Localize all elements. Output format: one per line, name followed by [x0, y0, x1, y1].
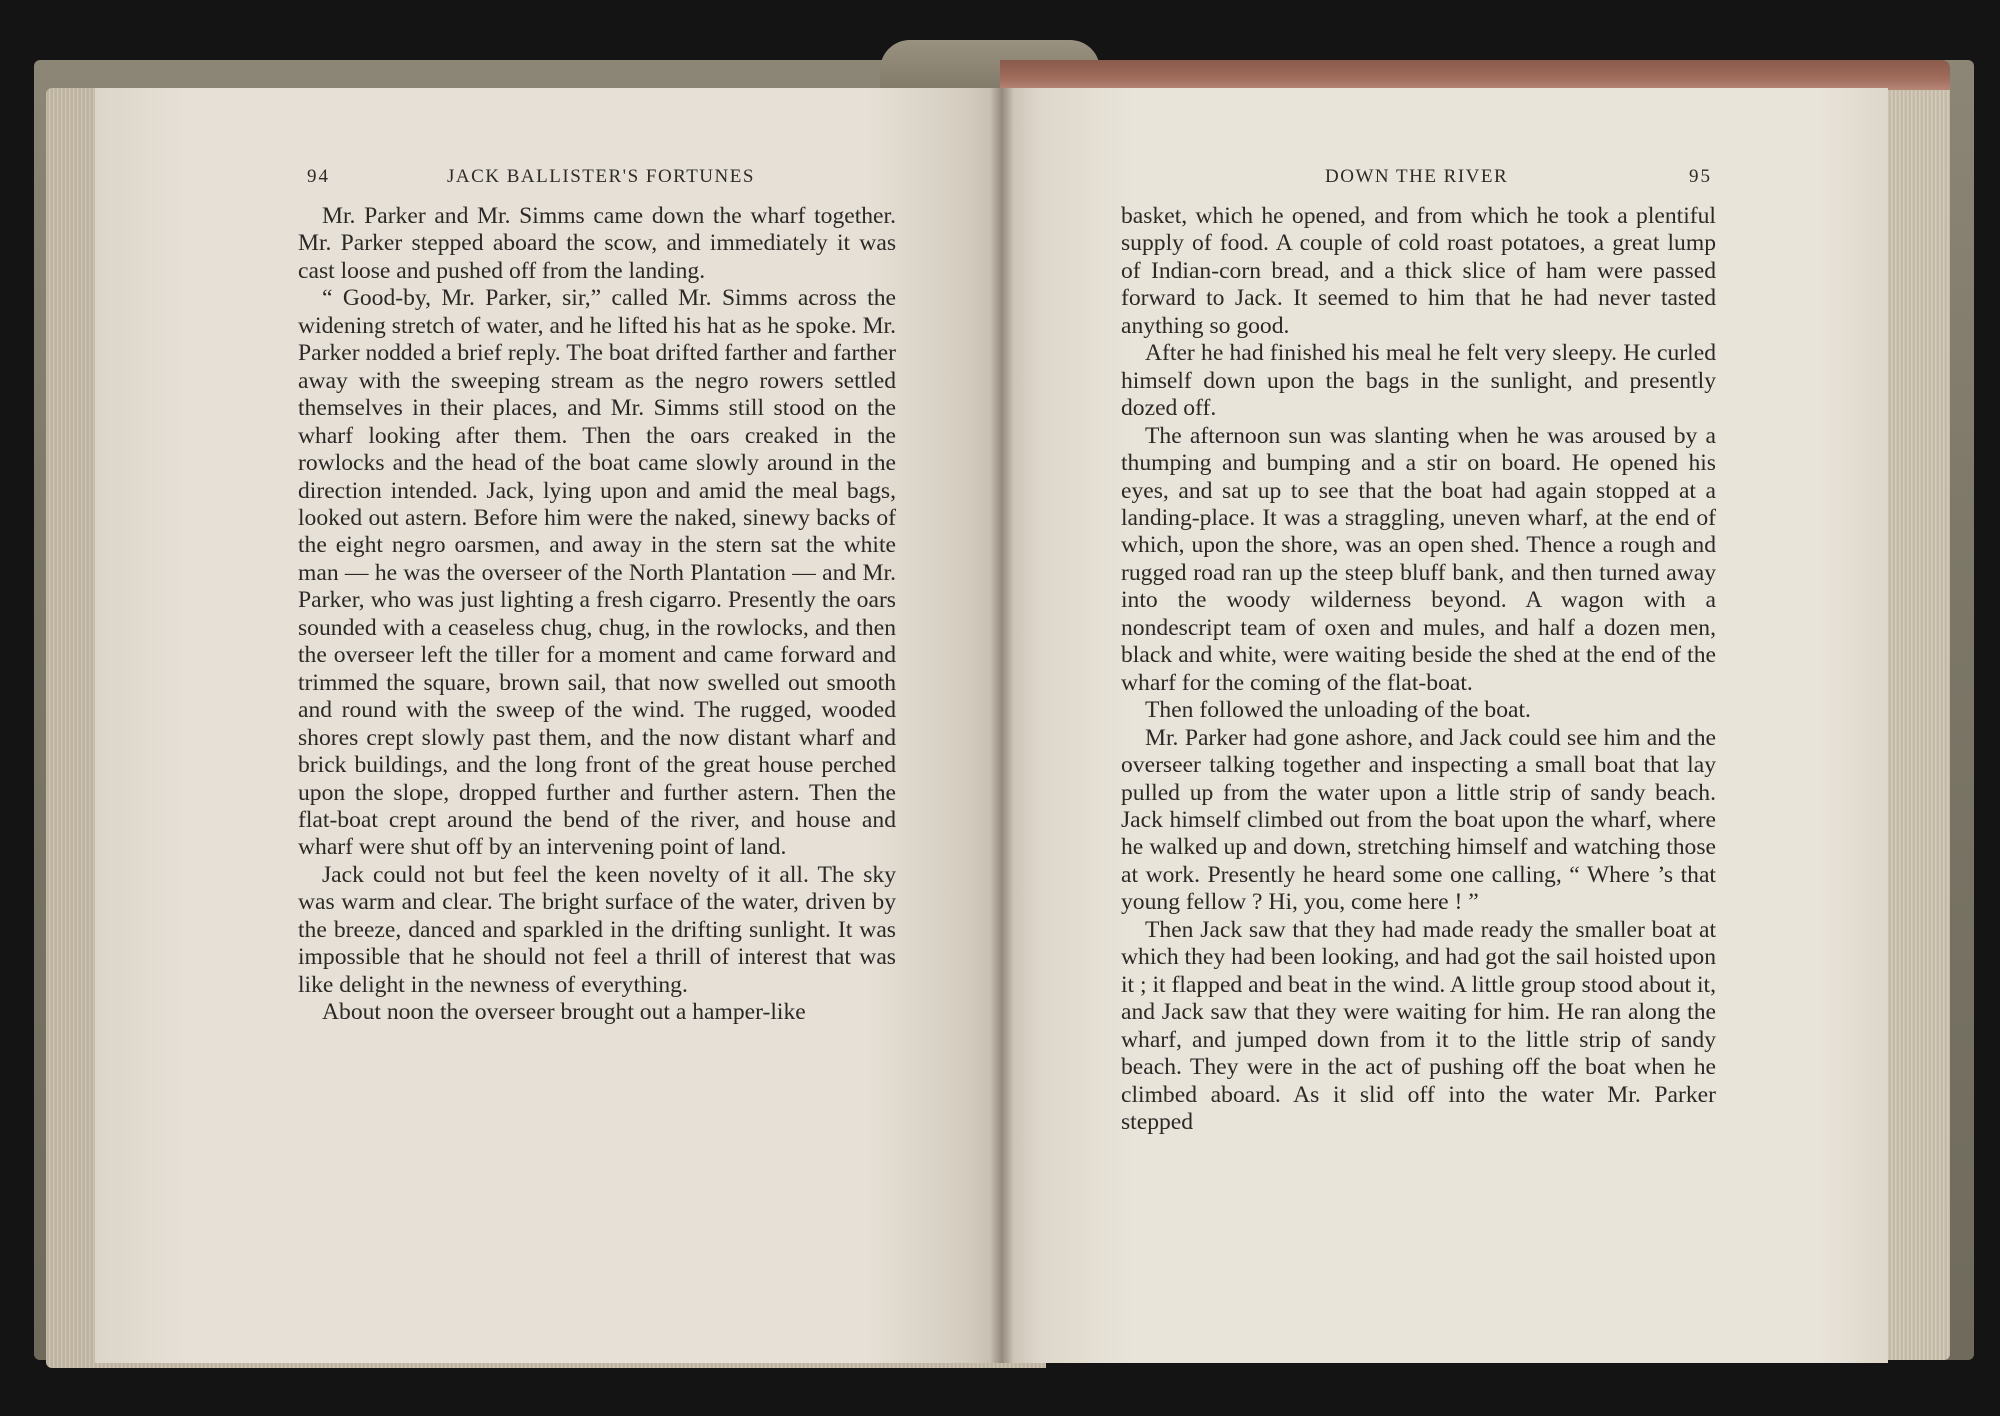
paragraph: Jack could not but feel the keen novelty of it all. The sky was warm and clear. The bright surface of the water, driven by the breeze, danced and sparkled in the drifting sunlight. It was impossible that he should not feel a thrill of interest that was like delight in the newness of everything. [298, 861, 896, 998]
paragraph: Then Jack saw that they had made ready the smaller boat at which they had been looking, and had got the sail hoisted upon it ; it flapped and beat in the wind. A little group stood about it, and Jack saw that they were waiting for him. He ran along the wharf, and jumped down from it to the little strip of sandy beach. They were in the act of pushing off the boat when he climbed aboard. As it slid off into the water Mr. Parker stepped [1121, 916, 1717, 1135]
paragraph: After he had finished his meal he felt very sleepy. He curled himself down upon the bags in the sunlight, and presently dozed off. [1121, 340, 1716, 422]
paragraph: The afternoon sun was slanting when he was aroused by a thumping and bumping and a stir on board. He opened his eyes, and sat up to see that the boat had again stopped at a landing-place. It was a straggling, uneven wharf, at the end of which, upon the shore, was an open shed. Thence a rough and rugged road ran up the steep bluff bank, and then turned away into the woody wilderness beyond. A wagon with a nondescript team of oxen and mules, and half a dozen men, black and white, were waiting beside the shed at the end of the wharf for the coming of the flat-boat. [1121, 422, 1716, 696]
right-page [1003, 88, 1888, 1363]
top-page-edge [1000, 60, 1950, 90]
paragraph: About noon the overseer brought out a hamper-like [322, 999, 806, 1026]
right-page-text [1121, 203, 1716, 1136]
paragraph: “ Good-by, Mr. Parker, sir,” called Mr. Simms across the widening stretch of water, and he lifted his hat as he spoke. Mr. Parker nodded a brief reply. The boat drifted farther and farther away with the sweeping stream as the negro rowers settled themselves in their places, and Mr. Simms still stood on the wharf looking after them. Then the oars creaked in the rowlocks and the head of the boat came slowly around in the direction intended. Jack, lying upon and amid the meal bags, looked out astern. Before him were the naked, sinewy backs of the eight negro oarsmen, and away in the stern sat the white man — he was the overseer of the North Plantation — and Mr. Parker, who was just lighting a fresh cigarro. Presently the oars sounded with a ceaseless chug, chug, in the rowlocks, and then the overseer left the tiller for a moment and came forward and trimmed the square, brown sail, that now swelled out smooth and round with the sweep of the wind. The rugged, wooded shores crept slowly past them, and the now distant wharf and brick buildings, and the long front of the great house perched upon the slope, dropped further and further astern. Then the flat-boat crept around the bend of the river, and house and wharf were shut off by an intervening point of land. [298, 285, 896, 861]
paragraph: basket, which he opened, and from which he took a plentiful supply of food. A couple of cold roast potatoes, a great lump of Indian-corn bread, and a thick slice of ham were passed forward to Jack. It seemed to him that he had never tasted anything so good. [1121, 203, 1716, 339]
right-page-number: 95 [1689, 166, 1712, 187]
book-gutter [990, 88, 1014, 1363]
paragraph: Then followed the unloading of the boat. [1145, 697, 1531, 724]
left-page [95, 88, 1003, 1363]
left-page-number: 94 [307, 166, 330, 187]
paragraph: Mr. Parker had gone ashore, and Jack could see him and the overseer talking together and inspecting a small boat that lay pulled up from the water upon a little strip of sandy beach. Jack himself climbed out from the boat upon the wharf, where he walked up and down, stretching himself and watching those at work. Presently he heard some one calling, “ Where ’s that young fellow ? Hi, you, come here ! ” [1121, 724, 1716, 916]
left-running-head: JACK BALLISTER'S FORTUNES [447, 166, 755, 187]
right-running-head: DOWN THE RIVER [1325, 166, 1509, 187]
paragraph: Mr. Parker and Mr. Simms came down the wharf together. Mr. Parker stepped aboard the scow, and immediately it was cast loose and pushed off from the landing. [298, 203, 896, 284]
left-page-text [298, 203, 896, 1027]
